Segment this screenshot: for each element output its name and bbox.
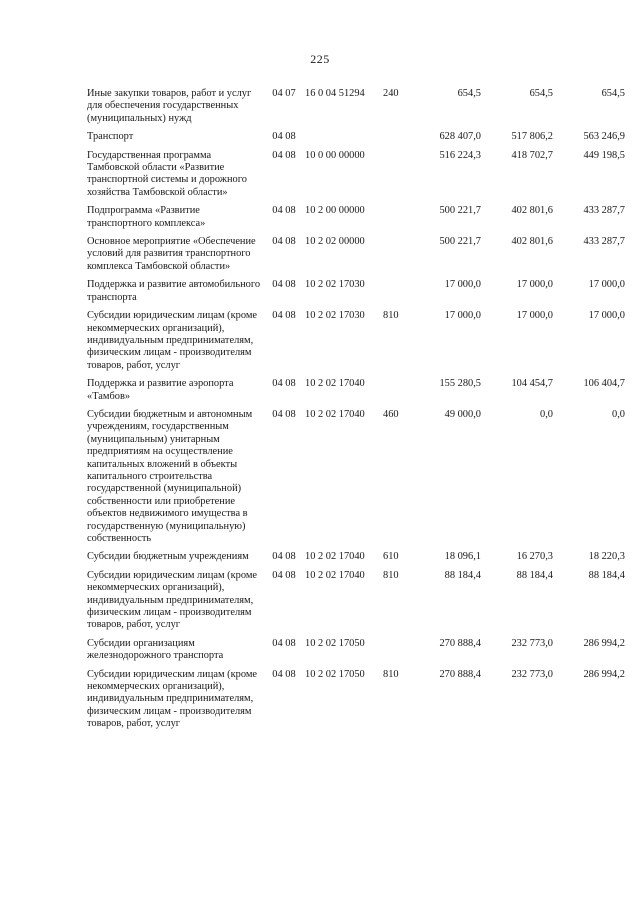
- table-row: [87, 638, 625, 669]
- table-row: [87, 310, 625, 378]
- row-expense-type: 460: [383, 408, 399, 420]
- row-name: Поддержка и развитие аэропорта «Тамбов»: [87, 378, 234, 402]
- table-row: [87, 236, 625, 279]
- row-target-code: 10 2 02 17050: [305, 668, 365, 680]
- row-amount-year3: 433 287,7: [583, 205, 625, 217]
- row-name: Субсидии юридическим лицам (кроме некоммерческих организаций), индивидуальным предпринимателям, физическим лицам - производителям товаров, работ, услуг: [87, 569, 258, 631]
- row-target-code: [303, 131, 383, 149]
- row-amount-year1: 17 000,0: [444, 310, 481, 322]
- row-amount-year3: 654,5: [601, 88, 625, 99]
- table-row: [87, 409, 625, 551]
- row-section-code: 04 08: [272, 131, 296, 143]
- row-name: Основное мероприятие «Обеспечение условий для развития транспортного комплекса Тамбовской области»: [87, 236, 256, 272]
- row-amount-year3: 88 184,4: [588, 569, 625, 581]
- table-row: [87, 378, 625, 409]
- row-amount-year3: 449 198,5: [583, 149, 625, 161]
- row-name: Подпрограмма «Развитие транспортного комплекса»: [87, 205, 206, 229]
- row-section-code: 04 08: [272, 569, 296, 581]
- row-amount-year1: 500 221,7: [439, 236, 481, 248]
- row-amount-year1: 155 280,5: [439, 378, 481, 390]
- row-amount-year3: 18 220,3: [588, 551, 625, 563]
- row-name: Субсидии юридическим лицам (кроме некоммерческих организаций), индивидуальным предпринимателям, физическим лицам - производителям товаров, работ, услуг: [87, 310, 258, 371]
- row-expense-type: [383, 638, 413, 669]
- row-name: Поддержка и развитие автомобильного транспорта: [87, 279, 261, 303]
- row-target-code: 10 2 02 17040: [305, 408, 365, 420]
- budget-table: [87, 88, 625, 737]
- row-amount-year2: 232 773,0: [511, 668, 553, 680]
- row-section-code: 04 08: [272, 378, 296, 390]
- row-expense-type: [383, 205, 413, 236]
- row-name: Иные закупки товаров, работ и услуг для обеспечения государственных (муниципальных) нужд: [87, 88, 252, 124]
- row-amount-year1: 49 000,0: [444, 408, 481, 420]
- row-amount-year2: 517 806,2: [511, 131, 553, 143]
- row-target-code: 10 2 02 00000: [305, 236, 365, 248]
- row-section-code: 04 08: [272, 408, 296, 420]
- row-expense-type: 240: [383, 88, 399, 99]
- row-section-code: 04 08: [272, 310, 296, 322]
- row-expense-type: 810: [383, 310, 399, 322]
- row-section-code: 04 08: [272, 551, 296, 563]
- row-amount-year2: 232 773,0: [511, 637, 553, 649]
- row-expense-type: [383, 378, 413, 409]
- row-section-code: 04 08: [272, 149, 296, 161]
- row-name: Субсидии организациям железнодорожного транспорта: [87, 637, 224, 662]
- row-target-code: 10 2 00 00000: [305, 205, 365, 217]
- row-target-code: 10 2 02 17030: [305, 279, 365, 291]
- row-expense-type: [383, 279, 413, 310]
- row-name: Государственная программа Тамбовской области «Развитие транспортной системы и дорожного хозяйства Тамбовской области»: [87, 149, 247, 198]
- row-expense-type: 810: [383, 569, 399, 581]
- row-target-code: 10 2 02 17040: [305, 551, 365, 563]
- table-row: [87, 150, 625, 206]
- row-amount-year1: 654,5: [457, 88, 481, 99]
- row-amount-year1: 270 888,4: [439, 668, 481, 680]
- row-target-code: 10 2 02 17030: [305, 310, 365, 322]
- row-amount-year2: 88 184,4: [516, 569, 553, 581]
- row-expense-type: 610: [383, 551, 399, 563]
- row-amount-year2: 16 270,3: [516, 551, 553, 563]
- row-target-code: 10 2 02 17040: [305, 569, 365, 581]
- row-name: Субсидии юридическим лицам (кроме некоммерческих организаций), индивидуальным предпринимателям, физическим лицам - производителям товаров, работ, услуг: [87, 668, 258, 730]
- row-amount-year2: 17 000,0: [516, 279, 553, 291]
- row-expense-type: 810: [383, 668, 399, 680]
- row-amount-year3: 563 246,9: [583, 131, 625, 143]
- row-expense-type: [383, 236, 413, 279]
- row-amount-year2: 654,5: [529, 88, 553, 99]
- row-amount-year1: 88 184,4: [444, 569, 481, 581]
- row-amount-year3: 106 404,7: [583, 378, 625, 390]
- row-amount-year1: 500 221,7: [439, 205, 481, 217]
- table-row: [87, 551, 625, 569]
- row-section-code: 04 08: [272, 279, 296, 291]
- row-amount-year2: 0,0: [540, 408, 553, 420]
- row-target-code: 10 0 00 00000: [305, 149, 365, 161]
- page-number: 225: [310, 52, 330, 66]
- row-section-code: 04 07: [272, 88, 296, 99]
- row-target-code: 10 2 02 17040: [305, 378, 365, 390]
- row-section-code: 04 08: [272, 205, 296, 217]
- row-target-code: 10 2 02 17050: [305, 637, 365, 649]
- row-section-code: 04 08: [272, 668, 296, 680]
- table-row: [87, 131, 625, 149]
- row-name: Субсидии бюджетным учреждениям: [87, 551, 249, 563]
- row-expense-type: [383, 150, 413, 206]
- row-amount-year1: 17 000,0: [444, 279, 481, 291]
- row-expense-type: [383, 131, 413, 149]
- row-section-code: 04 08: [272, 637, 296, 649]
- row-amount-year3: 17 000,0: [588, 310, 625, 322]
- table-row: [87, 205, 625, 236]
- row-amount-year1: 18 096,1: [444, 551, 481, 563]
- row-amount-year2: 402 801,6: [511, 205, 553, 217]
- row-target-code: 16 0 04 51294: [305, 88, 365, 99]
- row-amount-year3: 286 994,2: [583, 668, 625, 680]
- row-amount-year3: 433 287,7: [583, 236, 625, 248]
- row-amount-year3: 0,0: [612, 408, 625, 420]
- row-amount-year1: 628 407,0: [439, 131, 481, 143]
- row-amount-year2: 17 000,0: [516, 310, 553, 322]
- table-row: [87, 88, 625, 131]
- row-section-code: 04 08: [272, 236, 296, 248]
- row-amount-year2: 104 454,7: [511, 378, 553, 390]
- row-amount-year1: 516 224,3: [439, 149, 481, 161]
- row-name: Субсидии бюджетным и автономным учреждениям, государственным (муниципальным) унитарным предприятиям на осуществление капитальных вложений в объекты капитального строительства государственной (муниципальной) собственности или приобретение объектов недвижимого имущества в государственную (муниципальную) собственность: [87, 408, 253, 544]
- row-amount-year3: 17 000,0: [588, 279, 625, 291]
- row-amount-year3: 286 994,2: [583, 637, 625, 649]
- row-amount-year2: 418 702,7: [511, 149, 553, 161]
- table-row: [87, 570, 625, 638]
- row-name: Транспорт: [87, 131, 134, 143]
- table-row: [87, 279, 625, 310]
- table-row: [87, 669, 625, 737]
- row-amount-year1: 270 888,4: [439, 637, 481, 649]
- row-amount-year2: 402 801,6: [511, 236, 553, 248]
- budget-table-body: [87, 88, 625, 737]
